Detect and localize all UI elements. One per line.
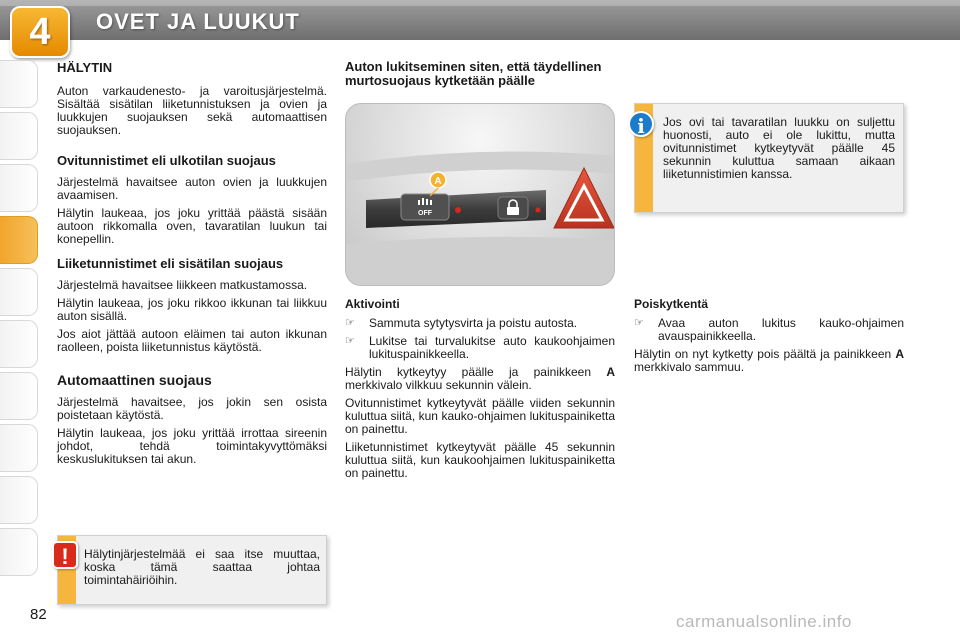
left-column — [57, 60, 327, 471]
chapter-tab-9[interactable] — [0, 476, 38, 524]
alarm-heading: HÄLYTIN — [57, 60, 113, 75]
deactivation-text: Hälytin on nyt kytketty pois päältä ja painikkeen A merkkivalo sammuu. — [634, 347, 904, 374]
warning-note-box — [57, 535, 327, 605]
auto-protection-text-2: Hälytin laukeaa, jos joku yrittää irrottaa sireenin johdot, tehdä toimintakyvyttömäksi keskuslukituksen tai akun. — [57, 426, 327, 466]
chapter-tab-8[interactable] — [0, 424, 38, 472]
watermark: carmanualsonline.info — [676, 612, 852, 631]
alarm-button-illustration — [346, 104, 615, 286]
alarm-intro: Auton varkaudenesto- ja varoitusjärjestelmä. Sisältää sisätilan liiketunnistuksen ja ovien ja luukkujen suojauksen sekä automaattisen suojauksen. — [57, 84, 327, 137]
activation-text-3: Liiketunnistimet kytkeytyvät päälle 45 sekunnin kuluttua siitä, kun kaukoohjaimen lukituspainiketta on painettu. — [345, 440, 615, 480]
chapter-tabs — [0, 50, 40, 580]
door-sensor-text-2: Hälytin laukeaa, jos joku yrittää päästä sisään autoon rikkomalla oven, tavaratilan luukun tai konepellin. — [57, 206, 327, 246]
alarm-button-photo — [345, 103, 615, 286]
motion-sensor-text-1: Järjestelmä havaitsee liikkeen matkustamossa. — [57, 278, 308, 292]
deactivation-heading: Poiskytkentä — [634, 297, 709, 311]
chapter-number: 4 — [29, 11, 51, 53]
chapter-tab-1[interactable] — [0, 60, 38, 108]
indicator-led — [455, 207, 461, 213]
deactivation-bullet — [634, 317, 904, 343]
activation-bullet-2 — [345, 335, 615, 361]
locking-heading: Auton lukitseminen siten, että täydellinen murtosuojaus kytketään päälle — [345, 59, 602, 88]
page-number: 82 — [30, 606, 47, 623]
info-icon: i — [628, 111, 654, 137]
auto-protection-text-1: Järjestelmä havaitsee, jos jokin sen osista poistetaan käytöstä. — [57, 395, 327, 422]
alarm-button-text: OFF — [418, 210, 432, 217]
chapter-tab-5[interactable] — [0, 268, 38, 316]
door-sensor-text-1: Järjestelmä havaitsee auton ovien ja luukkujen avaamisen. — [57, 175, 327, 202]
chapter-tab-10[interactable] — [0, 528, 38, 576]
motion-sensor-text-3: Jos aiot jättää autoon eläimen tai auton ikkunan raolleen, poista liiketunnistus käytöstä. — [57, 327, 327, 354]
activation-section — [345, 297, 615, 485]
activation-text-2: Ovitunnistimet kytkeytyvät päälle viiden sekunnin kuluttua siitä, kun kauko-ohjaimen lukituspainiketta on painettu. — [345, 396, 615, 436]
middle-column — [345, 60, 615, 96]
info-note-text: Jos ovi tai tavaratilan luukku on suljettu huonosti, auto ei ole lukittu, mutta ovitunnistimet kytkeytyvät päälle 45 sekunnin kuluttua samaan aikaan liiketunnistimien kanssa. — [663, 115, 895, 181]
chapter-tab-4-active[interactable] — [0, 216, 38, 264]
warning-icon: ! — [52, 541, 78, 569]
activation-heading: Aktivointi — [345, 297, 400, 311]
chapter-tab-3[interactable] — [0, 164, 38, 212]
pointing-hand-icon: ☞ — [345, 317, 355, 329]
pointing-hand-icon: ☞ — [634, 317, 644, 329]
door-sensor-heading: Ovitunnistimet eli ulkotilan suojaus — [57, 153, 276, 168]
deactivation-bullet-text: Avaa auton lukitus kauko-ohjaimen avauspainikkeella. — [658, 316, 904, 343]
page-title: OVET JA LUUKUT — [96, 9, 300, 34]
pointing-hand-icon: ☞ — [345, 335, 355, 347]
chapter-tab-2[interactable] — [0, 112, 38, 160]
auto-protection-heading: Automaattinen suojaus — [57, 372, 212, 388]
activation-text-1: Hälytin kytkeytyy päälle ja painikkeen A merkkivalo vilkkuu sekunnin välein. — [345, 365, 615, 392]
warning-note-text: Hälytinjärjestelmää ei saa itse muuttaa, koska tämä saattaa johtaa toimintahäiriöihin. — [84, 547, 320, 587]
activation-bullet-1 — [345, 317, 615, 330]
callout-label-a: A — [434, 176, 442, 187]
activation-bullet-1-text: Sammuta sytytysvirta ja poistu autosta. — [369, 316, 578, 330]
chapter-tab-7[interactable] — [0, 372, 38, 420]
chapter-tab-6[interactable] — [0, 320, 38, 368]
activation-bullet-2-text: Lukitse tai turvalukitse auto kaukoohjaimen lukituspainikkeella. — [369, 334, 615, 361]
motion-sensor-text-2: Hälytin laukeaa, jos joku rikkoo ikkunan tai liikkuu auton sisällä. — [57, 296, 327, 323]
motion-sensor-heading: Liiketunnistimet eli sisätilan suojaus — [57, 256, 284, 271]
info-note-box — [634, 103, 904, 213]
deactivation-section — [634, 297, 904, 379]
header-shine — [0, 0, 960, 6]
